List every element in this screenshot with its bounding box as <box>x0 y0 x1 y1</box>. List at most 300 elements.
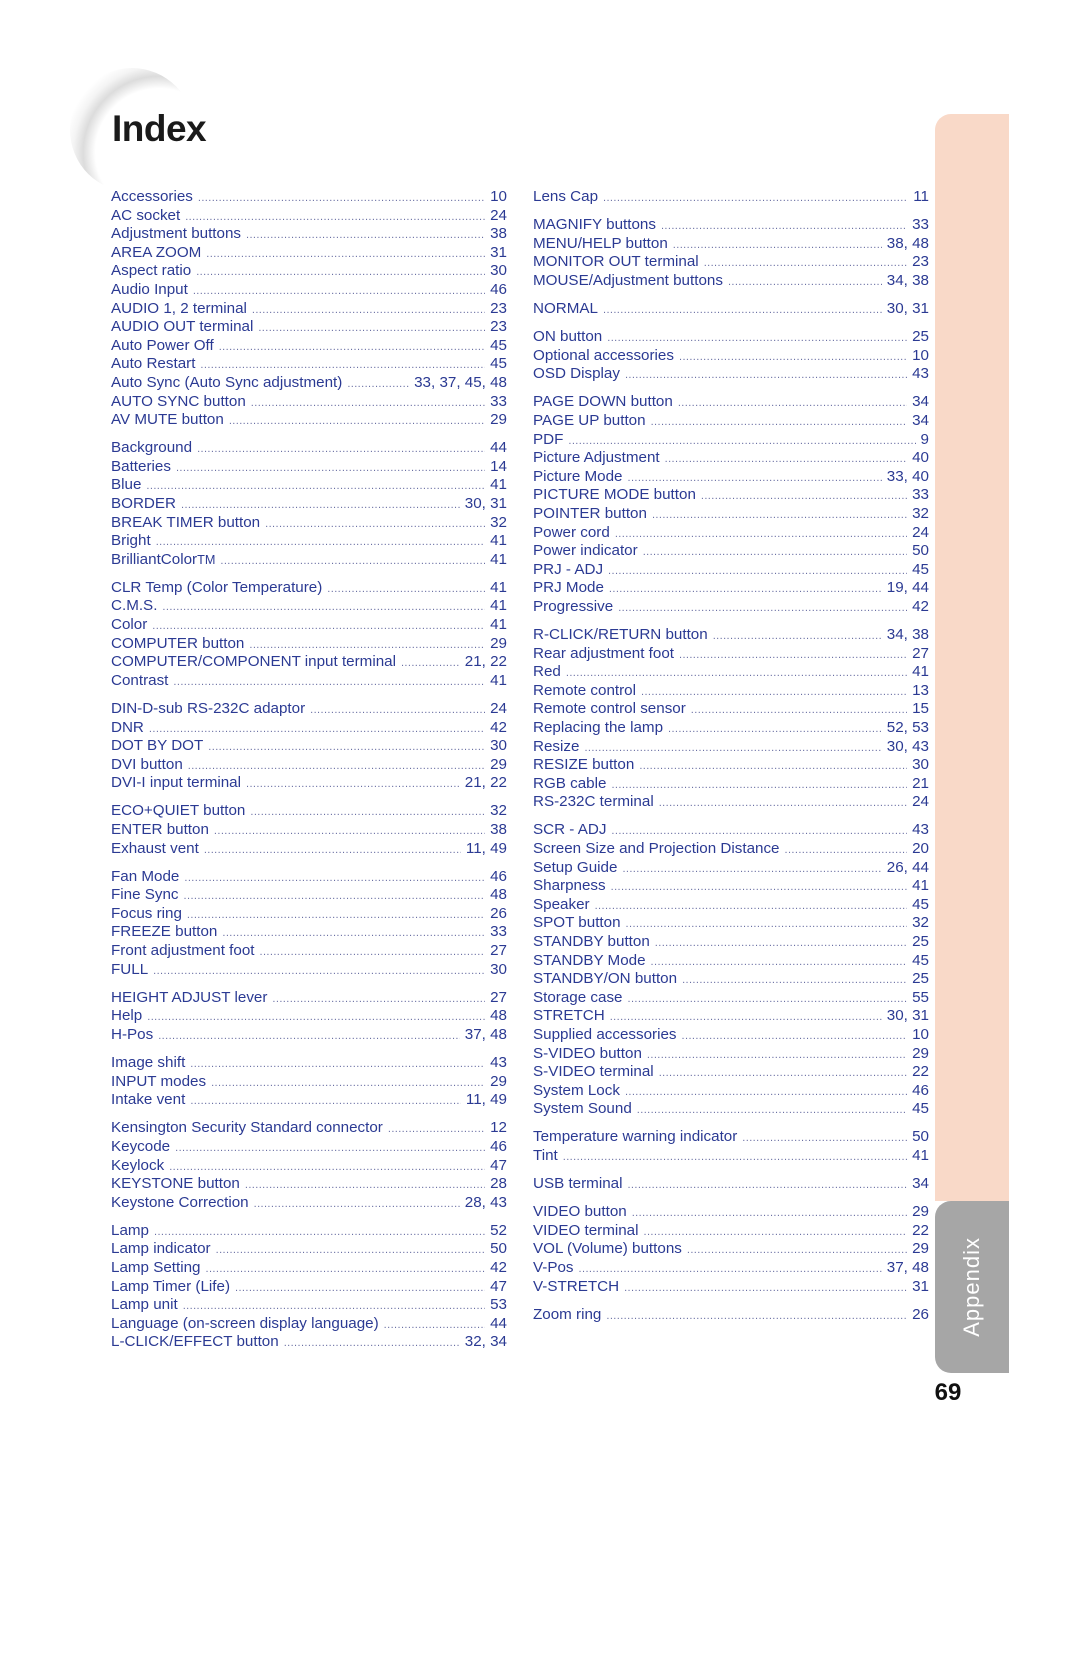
index-entry <box>111 188 507 207</box>
index-page-refs: 41 <box>912 663 929 681</box>
index-page-refs: 41 <box>912 877 929 895</box>
dot-leader <box>251 397 485 409</box>
dot-leader <box>250 806 485 818</box>
index-page-refs: 34, 38 <box>886 271 929 289</box>
index-page-refs: 26 <box>912 1305 929 1323</box>
index-page-refs: 20 <box>912 840 929 857</box>
dot-leader <box>608 565 907 577</box>
index-term: Image shift <box>111 1054 186 1072</box>
index-entry <box>111 244 507 263</box>
index-entry <box>111 393 507 412</box>
dot-leader <box>673 239 882 251</box>
index-page-refs: 41 <box>490 616 507 634</box>
index-group <box>111 868 507 980</box>
index-entry <box>111 476 507 495</box>
index-entry <box>533 449 929 468</box>
index-term: Front adjustment foot <box>111 942 255 960</box>
index-entry <box>111 597 507 616</box>
index-entry <box>533 524 929 543</box>
dot-leader <box>401 657 460 669</box>
dot-leader <box>704 257 907 269</box>
index-entry <box>533 598 929 617</box>
index-entry <box>111 1026 507 1045</box>
index-term: Accessories <box>111 188 193 205</box>
dot-leader <box>265 518 485 530</box>
dot-leader <box>153 965 485 977</box>
index-term: Optional accessories <box>533 346 674 364</box>
index-page-refs: 43 <box>912 365 929 383</box>
dot-leader <box>785 844 908 856</box>
index-entry <box>533 1259 929 1278</box>
index-term: AUDIO 1, 2 terminal <box>111 299 247 317</box>
index-page-refs: 26 <box>490 904 507 922</box>
index-entry <box>533 1306 929 1325</box>
index-entry <box>111 495 507 514</box>
dot-leader <box>647 1049 907 1061</box>
dot-leader <box>611 779 907 791</box>
index-term: DNR <box>111 718 144 736</box>
index-page-refs: 25 <box>912 932 929 950</box>
index-page-refs: 30, 43 <box>886 737 929 755</box>
index-term: Supplied accessories <box>533 1025 677 1043</box>
index-term: MAGNIFY buttons <box>533 216 656 234</box>
index-page-refs: 15 <box>912 700 929 718</box>
index-page-refs: 45 <box>912 951 929 969</box>
index-entry <box>111 337 507 356</box>
index-page-refs: 46 <box>490 1137 507 1155</box>
index-entry <box>533 365 929 384</box>
index-page-refs: 22 <box>912 1063 929 1081</box>
index-entry <box>111 616 507 635</box>
index-term: Speaker <box>533 895 590 913</box>
index-term: Intake vent <box>111 1091 186 1109</box>
index-page-refs: 28, 43 <box>464 1193 507 1211</box>
index-entry <box>533 859 929 878</box>
index-page-refs: 52 <box>490 1221 507 1239</box>
index-group <box>111 1054 507 1110</box>
index-entry <box>111 719 507 738</box>
index-entry <box>111 1194 507 1213</box>
index-term: PRJ - ADJ <box>533 560 604 578</box>
dot-leader <box>742 1132 907 1144</box>
index-term: SCR - ADJ <box>533 821 607 839</box>
index-page-refs: 41 <box>490 550 507 568</box>
dot-leader <box>175 1142 485 1154</box>
dot-leader <box>260 946 486 958</box>
index-term: Power indicator <box>533 542 638 560</box>
index-entry <box>533 561 929 580</box>
index-page-refs: 47 <box>490 1277 507 1295</box>
index-entry <box>111 756 507 775</box>
index-heading <box>70 68 230 188</box>
dot-leader <box>655 937 907 949</box>
index-term: ON button <box>533 328 603 346</box>
index-term: Sharpness <box>533 877 606 895</box>
index-page-refs: 38 <box>490 225 507 243</box>
index-page-refs: 25 <box>912 328 929 346</box>
index-term: Lamp Timer (Life) <box>111 1277 231 1295</box>
index-entry <box>533 756 929 775</box>
index-entry <box>111 411 507 430</box>
dot-leader <box>208 741 485 753</box>
index-entry <box>111 514 507 533</box>
index-term: AREA ZOOM <box>111 243 202 261</box>
dot-leader <box>347 378 409 390</box>
index-page-refs: 46 <box>490 280 507 298</box>
index-term: ENTER button <box>111 821 209 838</box>
index-term: DIN-D-sub RS-232C adaptor <box>111 699 306 717</box>
index-term: Progressive <box>533 597 614 615</box>
index-page-refs: 33 <box>912 216 929 234</box>
index-page-refs: 34 <box>912 411 929 429</box>
index-entry <box>533 431 929 450</box>
index-entry <box>111 281 507 300</box>
dot-leader <box>184 872 485 884</box>
index-entry <box>533 1240 929 1259</box>
dot-leader <box>200 359 485 371</box>
index-entry <box>533 1278 929 1297</box>
index-term: System Sound <box>533 1100 632 1118</box>
dot-leader <box>196 266 485 278</box>
index-term: RGB cable <box>533 774 607 792</box>
dot-leader <box>626 918 908 930</box>
index-term: DVI-I input terminal <box>111 774 241 792</box>
index-entry <box>533 272 929 291</box>
index-term: Auto Restart <box>111 355 196 373</box>
index-page-refs: 40 <box>912 449 929 467</box>
index-entry <box>533 300 929 319</box>
index-page-refs: 26, 44 <box>886 858 929 876</box>
index-term: PICTURE MODE button <box>533 486 696 504</box>
index-term: VIDEO button <box>533 1203 627 1221</box>
index-entry <box>533 626 929 645</box>
index-term: Help <box>111 1007 143 1025</box>
index-term: STANDBY Mode <box>533 951 646 969</box>
index-term: BREAK TIMER button <box>111 513 261 531</box>
index-page-refs: 25 <box>912 970 929 988</box>
index-term: Keycode <box>111 1137 171 1155</box>
index-page-refs: 29 <box>490 634 507 652</box>
dot-leader <box>627 1179 907 1191</box>
index-entry <box>533 821 929 840</box>
index-page-refs: 48 <box>490 1007 507 1025</box>
index-term: AC socket <box>111 206 181 224</box>
index-entry <box>111 989 507 1008</box>
index-page-refs: 24 <box>490 206 507 224</box>
index-page-refs: 41 <box>490 578 507 596</box>
index-entry <box>111 579 507 598</box>
dot-leader <box>152 620 485 632</box>
index-group <box>111 1119 507 1212</box>
index-term: DOT BY DOT <box>111 737 204 755</box>
index-term: L-CLICK/EFFECT button <box>111 1333 279 1351</box>
dot-leader <box>651 416 908 428</box>
index-page-refs: 30 <box>912 756 929 774</box>
index-term: V-STRETCH <box>533 1277 620 1295</box>
index-term: Batteries <box>111 457 171 475</box>
index-term: Adjustment buttons <box>111 225 242 243</box>
index-page-refs: 47 <box>490 1156 507 1174</box>
index-group <box>111 188 507 430</box>
index-entry <box>111 700 507 719</box>
index-page-refs: 12 <box>490 1119 507 1137</box>
index-entry <box>533 914 929 933</box>
index-entry <box>111 886 507 905</box>
index-entry <box>111 1175 507 1194</box>
index-term: Keystone Correction <box>111 1193 249 1211</box>
index-page-refs: 21, 22 <box>464 774 507 792</box>
index-entry <box>533 1203 929 1222</box>
dot-leader <box>235 1282 485 1294</box>
index-page-refs: 29 <box>490 411 507 429</box>
index-page-refs: 34 <box>912 393 929 411</box>
index-page-refs: 33 <box>490 923 507 941</box>
page-title: Index <box>112 108 207 149</box>
index-entry <box>111 672 507 691</box>
index-term: PAGE UP button <box>533 411 646 429</box>
index-entry <box>111 1296 507 1315</box>
index-page-refs: 9 <box>920 430 929 448</box>
index-group <box>533 393 929 616</box>
index-entry <box>533 933 929 952</box>
index-page-refs: 23 <box>490 299 507 317</box>
dot-leader <box>219 341 485 353</box>
trademark-superscript: TM <box>197 552 216 567</box>
index-page-refs: 53 <box>490 1296 507 1314</box>
index-entry <box>533 1175 929 1194</box>
dot-leader <box>682 1030 908 1042</box>
dot-leader <box>625 1086 907 1098</box>
dot-leader <box>637 1104 907 1116</box>
index-term: Exhaust vent <box>111 839 199 857</box>
dot-leader <box>206 1263 486 1275</box>
index-page-refs: 11 <box>913 188 929 205</box>
dot-leader <box>216 1244 485 1256</box>
dot-leader <box>610 1011 882 1023</box>
dot-leader <box>249 639 485 651</box>
index-page-refs: 30 <box>490 960 507 978</box>
index-term: Rear adjustment foot <box>533 644 674 662</box>
index-term: Fine Sync <box>111 886 179 904</box>
index-term: AUDIO OUT terminal <box>111 318 254 336</box>
index-page-refs: 30 <box>490 262 507 280</box>
index-page-refs: 30 <box>490 737 507 755</box>
index-group <box>533 1128 929 1165</box>
index-entry <box>533 1100 929 1119</box>
index-page-refs: 52, 53 <box>886 718 929 736</box>
index-term: VIDEO terminal <box>533 1221 639 1239</box>
appendix-side-band <box>935 114 1009 1201</box>
dot-leader <box>187 909 485 921</box>
index-entry <box>533 253 929 272</box>
index-entry <box>533 412 929 431</box>
index-column-left <box>111 188 507 1361</box>
index-term: COMPUTER/COMPONENT input terminal <box>111 653 396 671</box>
dot-leader <box>190 1095 461 1107</box>
dot-leader <box>149 723 485 735</box>
index-page-refs: 44 <box>490 439 507 457</box>
dot-leader <box>611 825 907 837</box>
index-term: Remote control sensor <box>533 700 686 718</box>
dot-leader <box>682 974 907 986</box>
index-page-refs: 14 <box>490 457 507 475</box>
dot-leader <box>188 760 485 772</box>
index-entry <box>533 505 929 524</box>
dot-leader <box>190 1058 485 1070</box>
index-term: ECO+QUIET button <box>111 802 246 820</box>
dot-leader <box>229 415 485 427</box>
dot-leader <box>624 1282 907 1294</box>
dot-leader <box>622 863 881 875</box>
index-page-refs: 30, 31 <box>886 299 929 317</box>
dot-leader <box>679 351 907 363</box>
index-page-refs: 32 <box>490 802 507 820</box>
index-page-refs: 21, 22 <box>464 653 507 671</box>
index-term: CLR Temp (Color Temperature) <box>111 578 323 596</box>
dot-leader <box>639 760 907 772</box>
index-entry <box>533 793 929 812</box>
dot-leader <box>665 453 907 465</box>
index-page-refs: 19, 44 <box>886 579 929 597</box>
index-page-refs: 24 <box>912 793 929 811</box>
index-entry <box>533 1045 929 1064</box>
index-entry <box>111 1007 507 1026</box>
index-group <box>533 328 929 384</box>
dot-leader <box>678 397 907 409</box>
index-term: PAGE DOWN button <box>533 393 673 411</box>
index-entry <box>533 896 929 915</box>
index-page-refs: 43 <box>912 821 929 839</box>
index-page-refs: 38 <box>490 821 507 838</box>
index-term: RS-232C terminal <box>533 793 654 811</box>
index-term: Power cord <box>533 523 610 541</box>
index-page-refs: 11, 49 <box>465 839 507 857</box>
index-entry <box>533 970 929 989</box>
dot-leader <box>687 1244 907 1256</box>
index-entry <box>533 188 929 207</box>
index-term: Lens Cap <box>533 188 599 205</box>
index-group <box>533 1175 929 1194</box>
index-term: Lamp Setting <box>111 1258 201 1276</box>
index-term: STANDBY/ON button <box>533 970 678 988</box>
dot-leader <box>641 686 907 698</box>
index-page-refs: 32 <box>912 504 929 522</box>
dot-leader <box>206 248 485 260</box>
index-term: Resize <box>533 737 580 755</box>
index-entry <box>111 1138 507 1157</box>
index-entry <box>111 551 507 570</box>
index-term: KEYSTONE button <box>111 1175 240 1193</box>
dot-leader <box>627 472 881 484</box>
dot-leader <box>176 462 485 474</box>
index-page-refs: 33, 40 <box>886 467 929 485</box>
index-entry <box>111 905 507 924</box>
index-term: AV MUTE button <box>111 411 224 429</box>
index-page-refs: 21 <box>912 774 929 792</box>
index-entry <box>111 318 507 337</box>
index-group <box>111 439 507 569</box>
index-entry <box>111 458 507 477</box>
index-page-refs: 50 <box>912 1128 929 1146</box>
dot-leader <box>258 322 485 334</box>
dot-leader <box>632 1207 907 1219</box>
index-term: Zoom ring <box>533 1305 602 1323</box>
index-entry <box>111 1119 507 1138</box>
appendix-tab-label: Appendix <box>959 1237 984 1337</box>
index-entry <box>111 1333 507 1352</box>
index-term: Picture Adjustment <box>533 449 660 467</box>
index-term: FREEZE button <box>111 923 218 941</box>
index-page-refs: 45 <box>912 895 929 913</box>
index-entry <box>533 952 929 971</box>
index-entry <box>533 1063 929 1082</box>
index-entry <box>111 737 507 756</box>
dot-leader <box>158 1030 460 1042</box>
dot-leader <box>156 536 485 548</box>
dot-leader <box>606 1310 907 1322</box>
dot-leader <box>211 1077 485 1089</box>
index-entry <box>533 468 929 487</box>
index-page-refs: 31 <box>490 243 507 261</box>
index-term: VOL (Volume) buttons <box>533 1240 682 1258</box>
index-term: Bright <box>111 532 151 550</box>
dot-leader <box>661 220 907 232</box>
dot-leader <box>651 956 908 968</box>
index-entry <box>111 840 507 859</box>
dot-leader <box>652 509 907 521</box>
index-page-refs: 37, 48 <box>886 1258 929 1276</box>
index-page-refs: 24 <box>912 523 929 541</box>
index-entry <box>533 1026 929 1045</box>
index-term: PRJ Mode <box>533 579 604 597</box>
index-group <box>111 579 507 691</box>
dot-leader <box>214 825 485 837</box>
index-column-right <box>533 188 929 1334</box>
index-page-refs: 28 <box>490 1175 507 1193</box>
index-page-refs: 29 <box>490 755 507 773</box>
page-number: 69 <box>934 1379 962 1406</box>
index-term: NORMAL <box>533 299 598 317</box>
dot-leader <box>252 304 485 316</box>
dot-leader <box>563 1151 907 1163</box>
index-term: POINTER button <box>533 504 647 522</box>
index-term: Picture Mode <box>533 467 623 485</box>
index-group <box>111 700 507 793</box>
dot-leader <box>245 1179 485 1191</box>
index-group <box>533 1306 929 1325</box>
index-term: Language (on-screen display language) <box>111 1314 379 1332</box>
dot-leader <box>310 704 485 716</box>
index-group <box>111 1222 507 1352</box>
index-term: Contrast <box>111 671 169 689</box>
index-entry <box>111 653 507 672</box>
dot-leader <box>668 723 882 735</box>
appendix-tab[interactable] <box>935 1201 1009 1373</box>
index-page-refs: 10 <box>490 188 507 205</box>
index-entry <box>533 775 929 794</box>
index-group <box>111 989 507 1045</box>
index-page-refs: 45 <box>912 560 929 578</box>
index-page-refs: 41 <box>490 671 507 689</box>
index-page-refs: 45 <box>490 336 507 354</box>
index-term: Kensington Security Standard connector <box>111 1119 383 1137</box>
index-term: Aspect ratio <box>111 262 192 280</box>
dot-leader <box>728 276 882 288</box>
dot-leader <box>643 546 907 558</box>
index-term: FULL <box>111 960 149 978</box>
index-term: Color <box>111 616 148 634</box>
dot-leader <box>146 480 485 492</box>
